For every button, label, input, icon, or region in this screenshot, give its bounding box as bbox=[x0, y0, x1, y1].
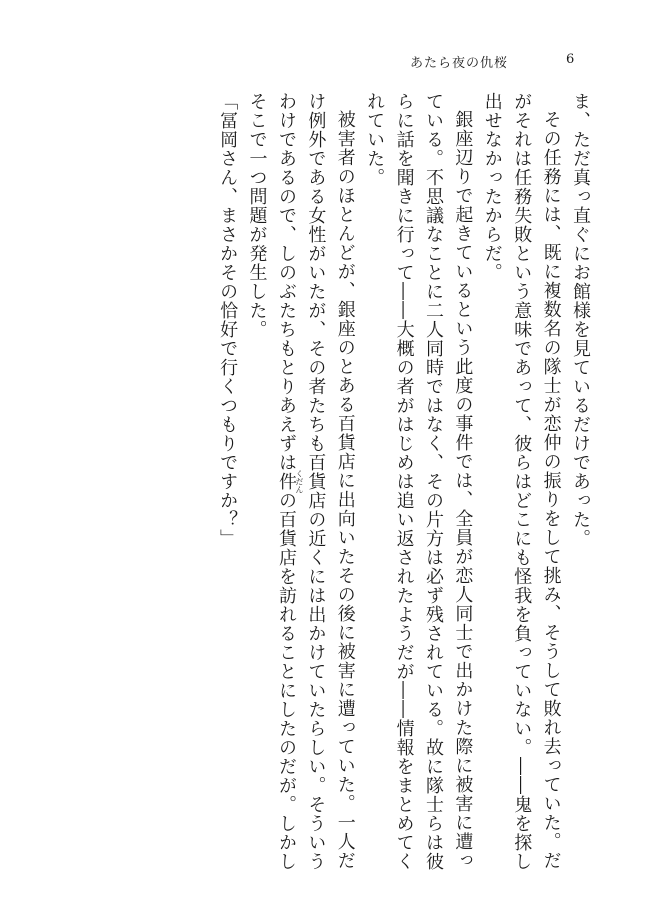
page-number: 6 bbox=[566, 52, 575, 67]
paragraph-ginza-incident: 銀座辺りで起きているという此度の事件では、全員が恋人同士で出かけた際に被害に遭っている。不思議なことに二人同時ではなく、その片方は必ず残されている。故に隊士らは彼らに話を聞きに行って――大概の者がはじめは追い返されたようだが――情報をまとめてくれていた。 bbox=[364, 92, 474, 871]
paragraph-department-store bbox=[242, 92, 360, 872]
ruby-kudan bbox=[275, 469, 304, 494]
running-header-title: あたら夜の仇桜 bbox=[410, 56, 509, 71]
vertical-text-body bbox=[213, 92, 595, 872]
ruby-base: 件 bbox=[275, 469, 297, 494]
dialogue-line: 「冨岡さん、まさかその恰好で行くつもりですか？」 bbox=[217, 92, 239, 548]
paragraph-continuation: ま、ただ真っ直ぐにお館様を見ているだけであった。 bbox=[570, 92, 591, 548]
paragraph-text-after-ruby: の百貨店を訪れることにしたのだが。しかしそこで一つ問題が発生した。 bbox=[246, 92, 297, 871]
paragraph-mission: その任務には、既に複数名の隊士が恋仲の振りをして挑み、そうして敗れ去っていた。だがそれは任務失敗という意味であって、彼らはどこにも怪我を負っていない。――鬼を探し出せなかったからだ。 bbox=[481, 92, 562, 871]
paragraph-text-before-ruby: 被害者のほとんどが、銀座のとある百貨店に出向いたその後に被害に遭っていた。一人だけ例外である女性がいたが、その者たちも百貨店の近くには出かけていたらしい。そういうわけであるので、しのぶたちもとりあえずは bbox=[275, 92, 356, 871]
ruby-reading: くだん bbox=[294, 469, 304, 494]
